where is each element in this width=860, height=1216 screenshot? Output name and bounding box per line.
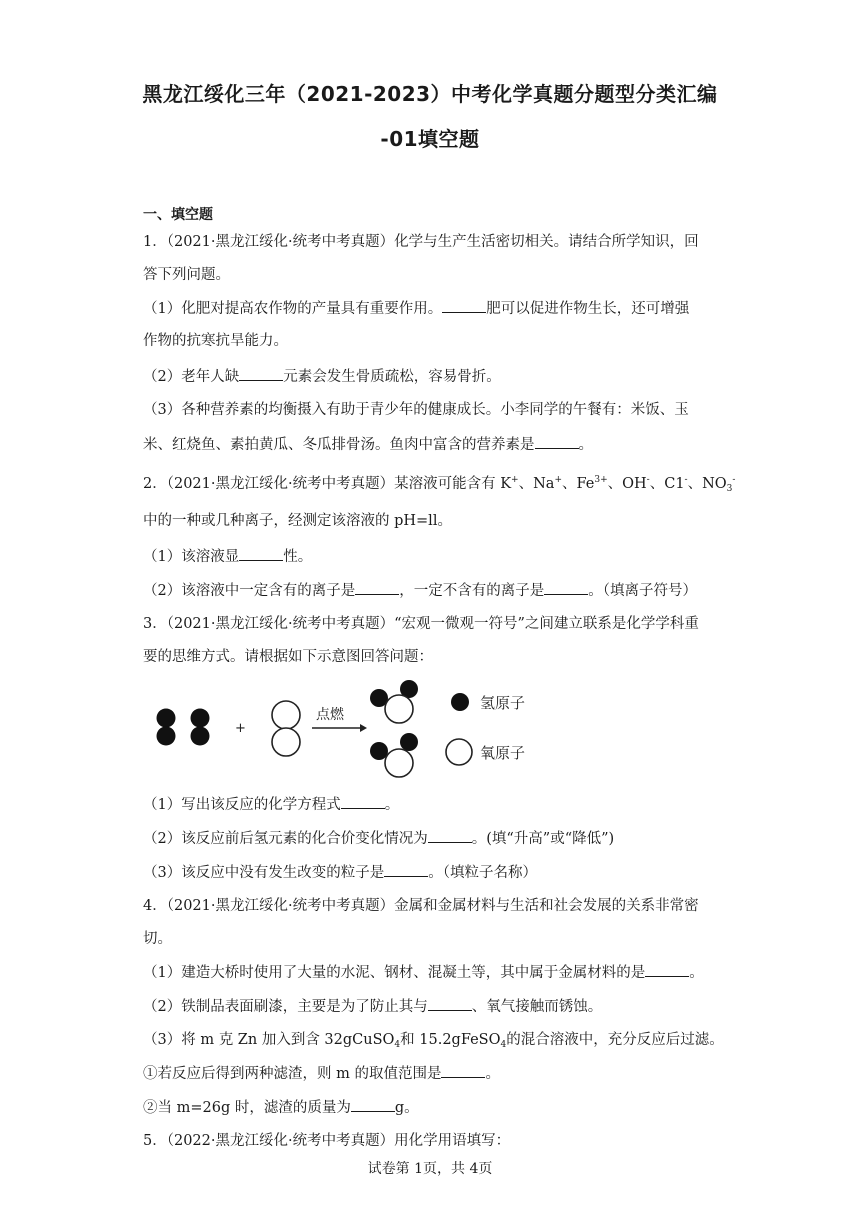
hydrogen-molecule [191, 709, 210, 746]
q4-stem-line1: 4．（2021·黑龙江绥化·统考中考真题）金属和金属材料与生活和社会发展的关系非常密 [143, 898, 699, 914]
answer-blank[interactable] [645, 962, 689, 977]
q4-part3: （3）将 m 克 Zn 加入到含 32gCuSO$_4$和 15.2gFeSO$_4$的混合溶液中，充分反应后过滤。 [143, 1032, 724, 1050]
q4-sub1: ①若反应后得到两种滤渣，则 m 的取值范围是 。 [143, 1063, 723, 1084]
legend-hydrogen-symbol [451, 693, 469, 711]
reaction-condition: 点燃 [316, 707, 344, 723]
q1-part3-line1: （3）各种营养素的均衡摄入有助于青少年的健康成长。小李同学的午餐有：米饭、玉 [143, 402, 689, 418]
legend-oxygen-symbol [446, 739, 472, 765]
document-title-line1: 黑龙江绥化三年（2021-2023）中考化学真题分题型分类汇编 [142, 82, 718, 106]
answer-blank[interactable] [384, 862, 428, 877]
legend-hydrogen-label: 氢原子 [480, 694, 526, 712]
q1-part3-line2: 米、红烧鱼、素拍黄瓜、冬瓜排骨汤。鱼肉中富含的营养素是 。 [143, 434, 723, 455]
plus-sign: + [235, 721, 246, 736]
q1-part2: （2）老年人缺 元素会发生骨质疏松，容易骨折。 [143, 366, 723, 387]
q3-part3: （3）该反应中没有发生改变的粒子是 。（填粒子名称） [143, 862, 723, 883]
q1-stem-line2: 答下列问题。 [143, 267, 230, 283]
q4-sub2: ②当 m=26g 时，滤渣的质量为 g。 [143, 1097, 723, 1118]
q2-stem-line1: 2．（2021·黑龙江绥化·统考中考真题）某溶液可能含有 K+、Na+、$Fe^{3+}$、OH-、C1-、$NO_3^-$ [143, 475, 736, 494]
answer-blank[interactable] [544, 580, 588, 595]
q2-part1: （1）该溶液显 性。 [143, 546, 723, 567]
answer-blank[interactable] [428, 828, 472, 843]
document-title-line2: -01填空题 [380, 127, 480, 151]
q1-stem-line1: 1．（2021·黑龙江绥化·统考中考真题）化学与生产生活密切相关。请结合所学知识，回 [143, 234, 699, 250]
answer-blank[interactable] [535, 434, 579, 449]
q5-stem: 5．（2022·黑龙江绥化·统考中考真题）用化学用语填写： [143, 1133, 511, 1149]
arrow-head [360, 724, 367, 732]
q4-stem-line2: 切。 [143, 931, 172, 947]
q1-part1-line1: （1）化肥对提高农作物的产量具有重要作用。 肥可以促进作物生长，还可增强 [143, 298, 723, 319]
water-molecule [370, 680, 418, 723]
q1-part1-line2: 作物的抗寒抗旱能力。 [143, 333, 288, 349]
water-molecule [370, 733, 418, 777]
hydrogen-molecule [157, 709, 176, 746]
q3-part2: （2）该反应前后氢元素的化合价变化情况为 。(填“升高”或“降低”) [143, 828, 723, 849]
answer-blank[interactable] [355, 580, 399, 595]
answer-blank[interactable] [239, 366, 283, 381]
q2-stem-line2: 中的一种或几种离子，经测定该溶液的 pH=ll。 [143, 513, 452, 529]
q4-part2: （2）铁制品表面刷漆，主要是为了防止其与 、氧气接触而锈蚀。 [143, 996, 723, 1017]
answer-blank[interactable] [341, 794, 385, 809]
section-heading: 一、填空题 [143, 207, 213, 223]
q3-part1: （1）写出该反应的化学方程式 。 [143, 794, 723, 815]
q3-stem-line2: 要的思维方式。请根据如下示意图回答问题： [143, 649, 433, 665]
answer-blank[interactable] [441, 1063, 485, 1078]
reaction-diagram [143, 678, 573, 786]
answer-blank[interactable] [442, 298, 486, 313]
q3-stem-line1: 3．（2021·黑龙江绥化·统考中考真题）“宏观一微观一符号”之间建立联系是化学学科重 [143, 616, 699, 632]
q2-part2: （2）该溶液中一定含有的离子是 ，一定不含有的离子是 。（填离子符号） [143, 580, 723, 601]
answer-blank[interactable] [351, 1097, 395, 1112]
q4-part1: （1）建造大桥时使用了大量的水泥、钢材、混凝土等，其中属于金属材料的是 。 [143, 962, 723, 983]
oxygen-molecule [272, 701, 300, 756]
page-footer: 试卷第 1页，共 4页 [367, 1161, 493, 1177]
answer-blank[interactable] [428, 996, 472, 1011]
legend-oxygen-label: 氧原子 [480, 744, 526, 762]
answer-blank[interactable] [239, 546, 283, 561]
